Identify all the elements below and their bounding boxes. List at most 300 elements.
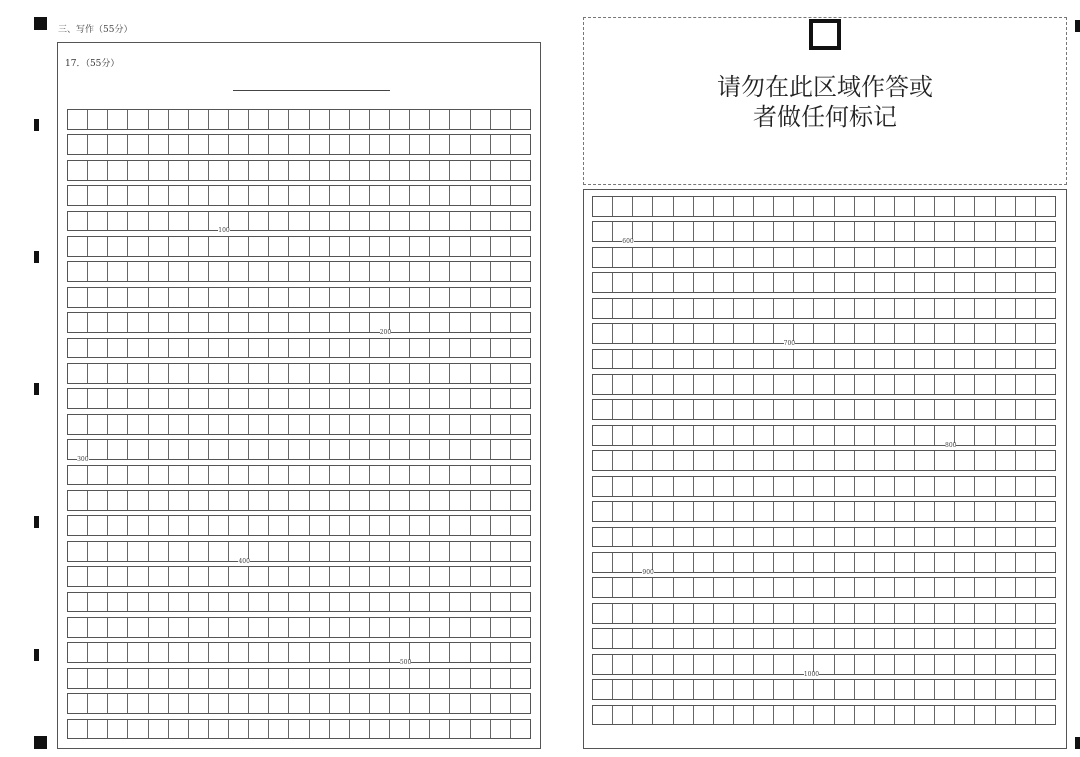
grid-cell[interactable] xyxy=(653,324,673,343)
grid-cell[interactable] xyxy=(88,542,108,561)
grid-cell[interactable] xyxy=(935,706,955,725)
grid-cell[interactable] xyxy=(754,706,774,725)
grid-cell[interactable] xyxy=(249,212,269,231)
grid-row[interactable] xyxy=(67,261,531,282)
grid-cell[interactable] xyxy=(491,110,511,129)
grid-cell[interactable] xyxy=(149,643,169,662)
grid-cell[interactable] xyxy=(471,618,491,637)
grid-cell[interactable] xyxy=(714,604,734,623)
grid-cell[interactable] xyxy=(88,262,108,281)
grid-cell[interactable] xyxy=(471,135,491,154)
grid-cell[interactable] xyxy=(229,288,249,307)
grid-cell[interactable] xyxy=(128,415,148,434)
grid-cell[interactable] xyxy=(653,706,673,725)
grid-cell[interactable] xyxy=(350,720,370,739)
grid-cell[interactable] xyxy=(370,516,390,535)
grid-cell[interactable] xyxy=(955,629,975,648)
grid-cell[interactable] xyxy=(169,567,189,586)
grid-cell[interactable] xyxy=(955,324,975,343)
grid-cell[interactable] xyxy=(128,135,148,154)
grid-cell[interactable] xyxy=(875,655,895,674)
grid-cell[interactable] xyxy=(350,135,370,154)
grid-cell[interactable] xyxy=(330,618,350,637)
grid-cell[interactable] xyxy=(249,313,269,332)
grid-cell[interactable] xyxy=(633,375,653,394)
grid-cell[interactable] xyxy=(593,629,613,648)
grid-cell[interactable] xyxy=(410,491,430,510)
grid-cell[interactable] xyxy=(410,643,430,662)
grid-cell[interactable] xyxy=(350,669,370,688)
grid-cell[interactable] xyxy=(653,477,673,496)
grid-cell[interactable] xyxy=(491,186,511,205)
grid-cell[interactable] xyxy=(714,350,734,369)
grid-cell[interactable] xyxy=(491,466,511,485)
grid-cell[interactable] xyxy=(1036,273,1055,292)
grid-cell[interactable] xyxy=(915,324,935,343)
grid-cell[interactable] xyxy=(430,364,450,383)
grid-cell[interactable] xyxy=(289,339,309,358)
grid-cell[interactable] xyxy=(754,248,774,267)
grid-cell[interactable] xyxy=(269,618,289,637)
grid-row[interactable] xyxy=(67,312,531,333)
grid-cell[interactable] xyxy=(68,212,88,231)
grid-cell[interactable] xyxy=(511,466,530,485)
grid-row[interactable] xyxy=(67,490,531,511)
grid-cell[interactable] xyxy=(1036,629,1055,648)
grid-cell[interactable] xyxy=(875,400,895,419)
grid-cell[interactable] xyxy=(450,516,470,535)
grid-cell[interactable] xyxy=(491,694,511,713)
grid-cell[interactable] xyxy=(169,542,189,561)
grid-cell[interactable] xyxy=(229,110,249,129)
grid-cell[interactable] xyxy=(450,110,470,129)
right-writing-grid[interactable] xyxy=(592,196,1056,730)
grid-cell[interactable] xyxy=(774,375,794,394)
grid-cell[interactable] xyxy=(633,273,653,292)
grid-cell[interactable] xyxy=(835,426,855,445)
grid-cell[interactable] xyxy=(835,350,855,369)
grid-cell[interactable] xyxy=(996,273,1016,292)
grid-cell[interactable] xyxy=(714,426,734,445)
grid-cell[interactable] xyxy=(1036,604,1055,623)
grid-cell[interactable] xyxy=(1036,502,1055,521)
grid-cell[interactable] xyxy=(209,669,229,688)
grid-cell[interactable] xyxy=(189,593,209,612)
grid-cell[interactable] xyxy=(855,680,875,699)
grid-cell[interactable] xyxy=(330,669,350,688)
grid-cell[interactable] xyxy=(613,350,633,369)
grid-cell[interactable] xyxy=(68,694,88,713)
grid-cell[interactable] xyxy=(754,680,774,699)
grid-cell[interactable] xyxy=(935,451,955,470)
grid-cell[interactable] xyxy=(694,655,714,674)
grid-cell[interactable] xyxy=(1016,477,1036,496)
grid-cell[interactable] xyxy=(975,477,995,496)
grid-cell[interactable] xyxy=(430,694,450,713)
grid-cell[interactable] xyxy=(794,451,814,470)
grid-cell[interactable] xyxy=(955,299,975,318)
grid-cell[interactable] xyxy=(229,593,249,612)
grid-cell[interactable] xyxy=(491,339,511,358)
grid-cell[interactable] xyxy=(875,324,895,343)
grid-cell[interactable] xyxy=(511,593,530,612)
grid-cell[interactable] xyxy=(794,375,814,394)
grid-cell[interactable] xyxy=(814,324,834,343)
grid-cell[interactable] xyxy=(450,643,470,662)
grid-cell[interactable] xyxy=(108,186,128,205)
grid-cell[interactable] xyxy=(774,629,794,648)
grid-cell[interactable] xyxy=(975,324,995,343)
grid-cell[interactable] xyxy=(289,593,309,612)
grid-cell[interactable] xyxy=(310,466,330,485)
grid-cell[interactable] xyxy=(915,248,935,267)
grid-row[interactable] xyxy=(67,109,531,130)
grid-cell[interactable] xyxy=(835,375,855,394)
grid-cell[interactable] xyxy=(734,324,754,343)
grid-cell[interactable] xyxy=(633,578,653,597)
grid-cell[interactable] xyxy=(390,161,410,180)
grid-row[interactable] xyxy=(592,298,1056,319)
grid-cell[interactable] xyxy=(593,324,613,343)
grid-cell[interactable] xyxy=(774,426,794,445)
grid-cell[interactable] xyxy=(189,669,209,688)
grid-cell[interactable] xyxy=(289,669,309,688)
grid-cell[interactable] xyxy=(915,222,935,241)
grid-cell[interactable] xyxy=(471,694,491,713)
grid-cell[interactable] xyxy=(289,466,309,485)
grid-cell[interactable] xyxy=(674,706,694,725)
grid-cell[interactable] xyxy=(128,339,148,358)
grid-cell[interactable] xyxy=(734,706,754,725)
grid-cell[interactable] xyxy=(149,237,169,256)
grid-cell[interactable] xyxy=(975,222,995,241)
grid-cell[interactable] xyxy=(410,161,430,180)
grid-cell[interactable] xyxy=(774,299,794,318)
grid-cell[interactable] xyxy=(430,135,450,154)
grid-cell[interactable] xyxy=(108,313,128,332)
grid-cell[interactable] xyxy=(855,477,875,496)
grid-cell[interactable] xyxy=(310,212,330,231)
grid-cell[interactable] xyxy=(68,237,88,256)
grid-cell[interactable] xyxy=(350,440,370,459)
grid-cell[interactable] xyxy=(149,389,169,408)
grid-cell[interactable] xyxy=(875,350,895,369)
grid-cell[interactable] xyxy=(330,262,350,281)
grid-cell[interactable] xyxy=(674,299,694,318)
grid-cell[interactable] xyxy=(835,248,855,267)
grid-cell[interactable] xyxy=(491,237,511,256)
grid-cell[interactable] xyxy=(975,375,995,394)
grid-cell[interactable] xyxy=(653,299,673,318)
grid-cell[interactable] xyxy=(390,389,410,408)
grid-cell[interactable] xyxy=(370,262,390,281)
grid-cell[interactable] xyxy=(935,324,955,343)
grid-cell[interactable] xyxy=(814,502,834,521)
grid-cell[interactable] xyxy=(734,350,754,369)
grid-cell[interactable] xyxy=(390,567,410,586)
grid-cell[interactable] xyxy=(289,618,309,637)
grid-cell[interactable] xyxy=(835,222,855,241)
grid-cell[interactable] xyxy=(895,502,915,521)
grid-cell[interactable] xyxy=(491,440,511,459)
grid-cell[interactable] xyxy=(935,629,955,648)
grid-cell[interactable] xyxy=(229,491,249,510)
grid-cell[interactable] xyxy=(491,643,511,662)
grid-cell[interactable] xyxy=(350,516,370,535)
grid-cell[interactable] xyxy=(855,502,875,521)
grid-cell[interactable] xyxy=(754,350,774,369)
grid-cell[interactable] xyxy=(229,466,249,485)
grid-cell[interactable] xyxy=(149,440,169,459)
grid-cell[interactable] xyxy=(310,643,330,662)
grid-cell[interactable] xyxy=(674,680,694,699)
grid-cell[interactable] xyxy=(511,364,530,383)
grid-cell[interactable] xyxy=(269,542,289,561)
grid-cell[interactable] xyxy=(875,578,895,597)
grid-cell[interactable] xyxy=(189,618,209,637)
grid-cell[interactable] xyxy=(370,618,390,637)
grid-cell[interactable] xyxy=(855,273,875,292)
grid-cell[interactable] xyxy=(955,400,975,419)
grid-cell[interactable] xyxy=(794,528,814,547)
grid-cell[interactable] xyxy=(209,491,229,510)
grid-cell[interactable] xyxy=(774,502,794,521)
grid-cell[interactable] xyxy=(310,694,330,713)
grid-cell[interactable] xyxy=(835,400,855,419)
grid-row[interactable] xyxy=(67,617,531,638)
grid-cell[interactable] xyxy=(68,669,88,688)
grid-cell[interactable] xyxy=(310,593,330,612)
grid-cell[interactable] xyxy=(754,324,774,343)
grid-cell[interactable] xyxy=(68,110,88,129)
grid-cell[interactable] xyxy=(209,313,229,332)
grid-cell[interactable] xyxy=(855,528,875,547)
grid-cell[interactable] xyxy=(653,350,673,369)
grid-cell[interactable] xyxy=(310,720,330,739)
grid-cell[interactable] xyxy=(350,237,370,256)
grid-cell[interactable] xyxy=(714,197,734,216)
grid-cell[interactable] xyxy=(108,567,128,586)
grid-cell[interactable] xyxy=(108,237,128,256)
grid-cell[interactable] xyxy=(694,629,714,648)
grid-row[interactable] xyxy=(67,693,531,714)
grid-cell[interactable] xyxy=(149,669,169,688)
grid-cell[interactable] xyxy=(289,542,309,561)
grid-cell[interactable] xyxy=(955,655,975,674)
grid-cell[interactable] xyxy=(491,288,511,307)
grid-cell[interactable] xyxy=(390,491,410,510)
grid-cell[interactable] xyxy=(915,375,935,394)
grid-cell[interactable] xyxy=(613,400,633,419)
grid-cell[interactable] xyxy=(754,502,774,521)
grid-cell[interactable] xyxy=(88,567,108,586)
grid-cell[interactable] xyxy=(390,593,410,612)
grid-cell[interactable] xyxy=(209,237,229,256)
grid-cell[interactable] xyxy=(68,542,88,561)
grid-cell[interactable] xyxy=(430,720,450,739)
grid-cell[interactable] xyxy=(674,375,694,394)
grid-cell[interactable] xyxy=(68,262,88,281)
grid-cell[interactable] xyxy=(814,706,834,725)
grid-cell[interactable] xyxy=(895,553,915,572)
grid-cell[interactable] xyxy=(209,593,229,612)
grid-row[interactable] xyxy=(592,196,1056,217)
grid-cell[interactable] xyxy=(229,618,249,637)
grid-cell[interactable] xyxy=(350,389,370,408)
grid-cell[interactable] xyxy=(694,477,714,496)
grid-cell[interactable] xyxy=(149,186,169,205)
grid-cell[interactable] xyxy=(734,426,754,445)
grid-cell[interactable] xyxy=(1036,222,1055,241)
grid-cell[interactable] xyxy=(370,669,390,688)
grid-cell[interactable] xyxy=(310,542,330,561)
grid-cell[interactable] xyxy=(694,502,714,521)
grid-cell[interactable] xyxy=(694,680,714,699)
grid-cell[interactable] xyxy=(430,466,450,485)
grid-cell[interactable] xyxy=(189,110,209,129)
grid-cell[interactable] xyxy=(633,655,653,674)
grid-cell[interactable] xyxy=(289,694,309,713)
grid-cell[interactable] xyxy=(169,110,189,129)
grid-cell[interactable] xyxy=(169,516,189,535)
grid-cell[interactable] xyxy=(491,542,511,561)
grid-cell[interactable] xyxy=(875,604,895,623)
grid-cell[interactable] xyxy=(68,516,88,535)
grid-cell[interactable] xyxy=(613,273,633,292)
grid-cell[interactable] xyxy=(975,451,995,470)
grid-cell[interactable] xyxy=(269,720,289,739)
grid-cell[interactable] xyxy=(895,426,915,445)
grid-cell[interactable] xyxy=(88,212,108,231)
grid-cell[interactable] xyxy=(814,248,834,267)
grid-cell[interactable] xyxy=(88,669,108,688)
grid-cell[interactable] xyxy=(895,350,915,369)
grid-cell[interactable] xyxy=(1016,324,1036,343)
grid-cell[interactable] xyxy=(593,655,613,674)
grid-cell[interactable] xyxy=(975,604,995,623)
grid-cell[interactable] xyxy=(88,389,108,408)
grid-cell[interactable] xyxy=(855,248,875,267)
grid-cell[interactable] xyxy=(491,415,511,434)
grid-cell[interactable] xyxy=(410,135,430,154)
grid-cell[interactable] xyxy=(189,135,209,154)
grid-cell[interactable] xyxy=(189,694,209,713)
grid-cell[interactable] xyxy=(209,135,229,154)
grid-cell[interactable] xyxy=(935,273,955,292)
grid-cell[interactable] xyxy=(915,426,935,445)
grid-cell[interactable] xyxy=(128,186,148,205)
grid-cell[interactable] xyxy=(128,364,148,383)
grid-cell[interactable] xyxy=(350,212,370,231)
grid-cell[interactable] xyxy=(593,477,613,496)
grid-cell[interactable] xyxy=(935,400,955,419)
grid-cell[interactable] xyxy=(593,248,613,267)
grid-cell[interactable] xyxy=(1036,299,1055,318)
grid-cell[interactable] xyxy=(209,466,229,485)
grid-cell[interactable] xyxy=(269,161,289,180)
grid-cell[interactable] xyxy=(471,237,491,256)
grid-cell[interactable] xyxy=(269,364,289,383)
grid-cell[interactable] xyxy=(714,655,734,674)
grid-cell[interactable] xyxy=(310,389,330,408)
grid-cell[interactable] xyxy=(330,186,350,205)
grid-cell[interactable] xyxy=(774,528,794,547)
grid-cell[interactable] xyxy=(895,222,915,241)
grid-cell[interactable] xyxy=(794,706,814,725)
grid-cell[interactable] xyxy=(1036,655,1055,674)
grid-cell[interactable] xyxy=(996,222,1016,241)
grid-cell[interactable] xyxy=(935,680,955,699)
grid-cell[interactable] xyxy=(269,466,289,485)
grid-row[interactable] xyxy=(592,679,1056,700)
grid-cell[interactable] xyxy=(229,313,249,332)
grid-cell[interactable] xyxy=(694,528,714,547)
grid-cell[interactable] xyxy=(955,502,975,521)
grid-cell[interactable] xyxy=(633,324,653,343)
grid-cell[interactable] xyxy=(935,502,955,521)
grid-row[interactable] xyxy=(67,388,531,409)
grid-cell[interactable] xyxy=(189,491,209,510)
grid-cell[interactable] xyxy=(430,313,450,332)
grid-cell[interactable] xyxy=(450,720,470,739)
grid-row[interactable] xyxy=(67,414,531,435)
grid-cell[interactable] xyxy=(128,593,148,612)
grid-cell[interactable] xyxy=(149,135,169,154)
grid-cell[interactable] xyxy=(108,516,128,535)
grid-row[interactable] xyxy=(592,349,1056,370)
grid-cell[interactable] xyxy=(430,237,450,256)
grid-cell[interactable] xyxy=(714,680,734,699)
grid-row[interactable] xyxy=(592,603,1056,624)
grid-cell[interactable] xyxy=(835,324,855,343)
grid-cell[interactable] xyxy=(975,273,995,292)
grid-cell[interactable] xyxy=(613,451,633,470)
grid-cell[interactable] xyxy=(875,553,895,572)
grid-cell[interactable] xyxy=(975,197,995,216)
grid-cell[interactable] xyxy=(229,669,249,688)
grid-cell[interactable] xyxy=(229,643,249,662)
grid-cell[interactable] xyxy=(330,135,350,154)
grid-cell[interactable] xyxy=(229,415,249,434)
grid-cell[interactable] xyxy=(935,222,955,241)
grid-cell[interactable] xyxy=(430,161,450,180)
grid-cell[interactable] xyxy=(714,477,734,496)
grid-cell[interactable] xyxy=(714,578,734,597)
grid-cell[interactable] xyxy=(694,400,714,419)
grid-cell[interactable] xyxy=(269,110,289,129)
grid-cell[interactable] xyxy=(734,604,754,623)
grid-cell[interactable] xyxy=(149,288,169,307)
grid-cell[interactable] xyxy=(955,451,975,470)
grid-cell[interactable] xyxy=(310,669,330,688)
grid-cell[interactable] xyxy=(370,466,390,485)
grid-cell[interactable] xyxy=(209,516,229,535)
grid-cell[interactable] xyxy=(491,135,511,154)
grid-cell[interactable] xyxy=(450,288,470,307)
grid-cell[interactable] xyxy=(593,578,613,597)
grid-cell[interactable] xyxy=(714,299,734,318)
grid-cell[interactable] xyxy=(674,197,694,216)
grid-row[interactable] xyxy=(67,287,531,308)
grid-cell[interactable] xyxy=(430,618,450,637)
grid-cell[interactable] xyxy=(108,110,128,129)
grid-cell[interactable] xyxy=(169,643,189,662)
grid-cell[interactable] xyxy=(674,578,694,597)
grid-cell[interactable] xyxy=(674,222,694,241)
grid-cell[interactable] xyxy=(430,415,450,434)
grid-cell[interactable] xyxy=(410,313,430,332)
grid-cell[interactable] xyxy=(88,237,108,256)
